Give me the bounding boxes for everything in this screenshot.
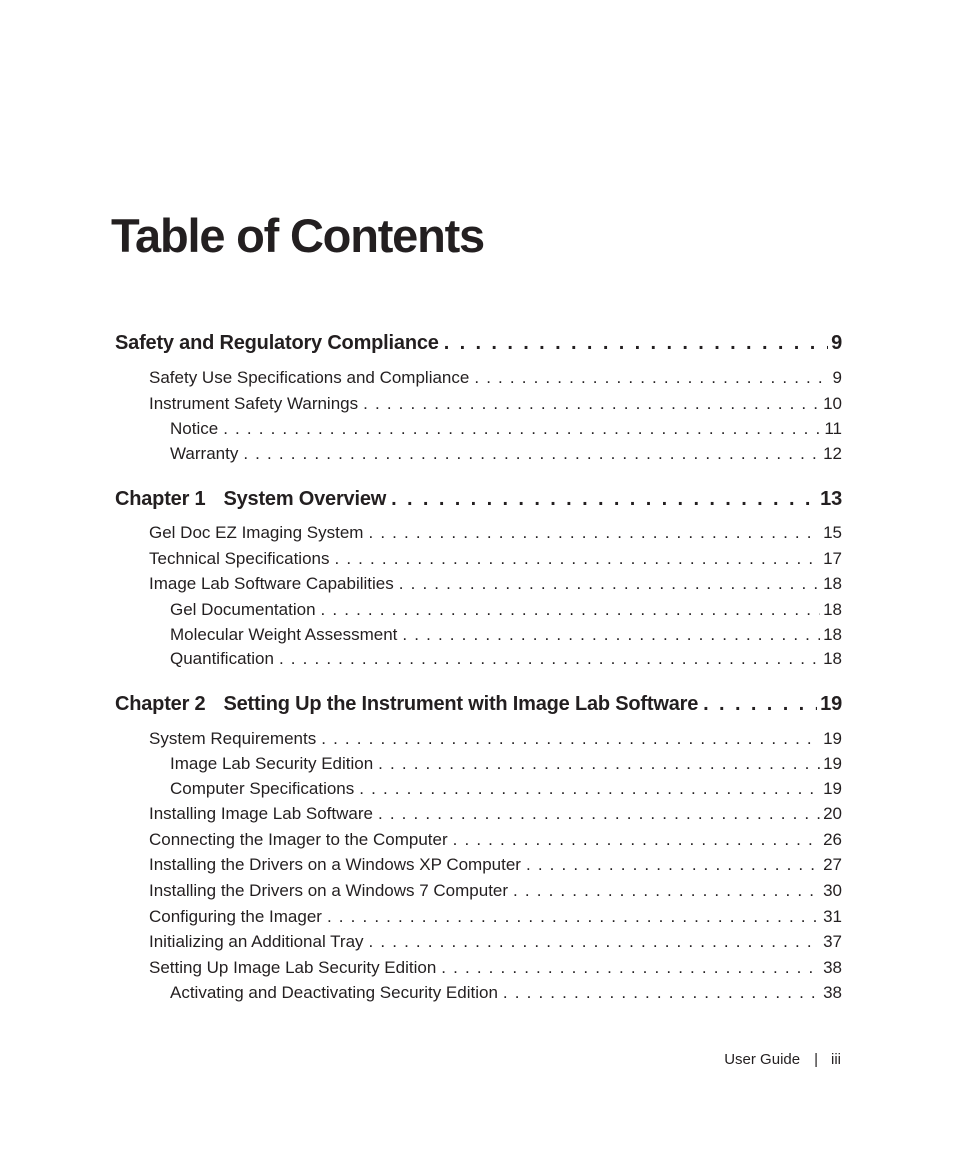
toc-entry[interactable] xyxy=(115,649,842,669)
toc-entry-title xyxy=(115,488,386,511)
toc-entry[interactable] xyxy=(115,855,842,875)
toc-entry-text: System Overview xyxy=(223,488,387,510)
dot-leader xyxy=(243,444,820,464)
toc-entry-title xyxy=(149,830,448,850)
dot-leader xyxy=(321,729,820,749)
toc-page-number: 11 xyxy=(824,419,842,438)
toc-entry-text: Instrument Safety Warnings xyxy=(149,394,359,413)
toc-entry[interactable] xyxy=(115,444,842,464)
toc-entry[interactable] xyxy=(115,932,842,952)
toc-entry-text: Setting Up Image Lab Security Edition xyxy=(149,958,437,977)
toc-entry-text: Connecting the Imager to the Computer xyxy=(149,830,448,849)
toc-page-number: 18 xyxy=(823,649,842,668)
toc-heading-entry[interactable] xyxy=(115,332,842,355)
toc-page-number: 31 xyxy=(823,907,842,926)
toc-entry[interactable] xyxy=(115,958,842,978)
toc-entry-title xyxy=(170,600,316,620)
toc-entry-text: Initializing an Additional Tray xyxy=(149,932,364,951)
toc-heading-entry[interactable] xyxy=(115,488,842,511)
toc-entry-title xyxy=(170,983,498,1003)
dot-leader xyxy=(453,830,820,850)
toc-entry-text: Configuring the Imager xyxy=(149,907,322,926)
toc-entry-text: System Requirements xyxy=(149,729,317,748)
toc-entry-title xyxy=(149,523,363,543)
dot-leader xyxy=(223,419,821,439)
toc-entry[interactable] xyxy=(115,983,842,1003)
dot-leader xyxy=(378,804,820,824)
dot-leader xyxy=(279,649,820,669)
toc-page-number: 18 xyxy=(823,574,842,593)
dot-leader xyxy=(526,855,820,875)
toc-entry[interactable] xyxy=(115,368,842,388)
toc-entry-title xyxy=(149,394,358,414)
dot-leader xyxy=(327,907,820,927)
toc-chapter-label: Chapter 1 xyxy=(115,488,206,510)
toc-entry[interactable] xyxy=(115,549,842,569)
toc-entry-text: Computer Specifications xyxy=(170,779,355,798)
toc-page-number: 19 xyxy=(823,779,842,798)
toc-entry-text: Gel Documentation xyxy=(170,600,316,619)
dot-leader xyxy=(363,394,820,414)
dot-leader xyxy=(441,958,820,978)
toc-page-number: 38 xyxy=(823,958,842,977)
toc-page-number: 19 xyxy=(823,754,842,773)
toc-entry-title xyxy=(149,958,436,978)
toc-entry-text: Safety Use Specifications and Compliance xyxy=(149,368,470,387)
dot-leader xyxy=(444,332,828,355)
toc-entry[interactable] xyxy=(115,804,842,824)
toc-entry[interactable] xyxy=(115,394,842,414)
toc-entry[interactable] xyxy=(115,574,842,594)
toc-page-number: 10 xyxy=(823,394,842,413)
dot-leader xyxy=(474,368,829,388)
toc-entry-title xyxy=(149,907,322,927)
footer-guide-label: User Guide xyxy=(724,1051,801,1068)
footer-page-number: iii xyxy=(831,1051,841,1068)
toc-entry-text: Warranty xyxy=(170,444,239,463)
toc-entry-text: Molecular Weight Assessment xyxy=(170,625,398,644)
dot-leader xyxy=(513,881,820,901)
toc-entry-title xyxy=(149,932,364,952)
dot-leader xyxy=(391,488,817,511)
toc-entry-text: Activating and Deactivating Security Edition xyxy=(170,983,498,1002)
footer-separator: | xyxy=(814,1051,818,1068)
toc-heading-entry[interactable] xyxy=(115,693,842,716)
page-footer xyxy=(724,1051,841,1068)
page-title: Table of Contents xyxy=(111,209,484,262)
dot-leader xyxy=(369,932,821,952)
dot-leader xyxy=(334,549,820,569)
toc-entry-title xyxy=(115,693,698,716)
toc-chapter-label: Chapter 2 xyxy=(115,693,206,715)
toc-entry-title xyxy=(149,368,469,388)
toc-page-number: 37 xyxy=(823,932,842,951)
toc-entry-title xyxy=(149,881,508,901)
toc-entry[interactable] xyxy=(115,625,842,645)
toc-entry[interactable] xyxy=(115,754,842,774)
toc-entry-text: Technical Specifications xyxy=(149,549,330,568)
toc-page-number: 13 xyxy=(820,488,842,510)
dot-leader xyxy=(368,523,820,543)
toc-page-number: 15 xyxy=(823,523,842,542)
toc-page-number: 9 xyxy=(832,368,842,387)
toc-entry-title xyxy=(115,332,439,355)
toc-page-number: 26 xyxy=(823,830,842,849)
toc-entry-text: Installing the Drivers on a Windows 7 Computer xyxy=(149,881,509,900)
toc-page-number: 38 xyxy=(823,983,842,1002)
toc-entry[interactable] xyxy=(115,881,842,901)
toc-entry-title xyxy=(149,549,329,569)
toc-entry-text: Gel Doc EZ Imaging System xyxy=(149,523,364,542)
toc-page-number: 18 xyxy=(823,600,842,619)
toc-entry-title xyxy=(149,574,394,594)
toc-page-number: 19 xyxy=(823,729,842,748)
dot-leader xyxy=(703,693,817,716)
dot-leader xyxy=(399,574,820,594)
toc-entry[interactable] xyxy=(115,907,842,927)
toc-entry-title xyxy=(149,729,316,749)
toc-entry-title xyxy=(170,444,238,464)
toc-entry-text: Image Lab Security Edition xyxy=(170,754,374,773)
dot-leader xyxy=(359,779,820,799)
dot-leader xyxy=(503,983,820,1003)
toc-entry[interactable] xyxy=(115,830,842,850)
toc-entry-title xyxy=(170,419,218,439)
toc-page-number: 9 xyxy=(831,332,842,354)
toc-page-number: 27 xyxy=(823,855,842,874)
toc-entry-text: Notice xyxy=(170,419,219,438)
dot-leader xyxy=(321,600,821,620)
toc-entry[interactable] xyxy=(115,779,842,799)
dot-leader xyxy=(378,754,820,774)
toc-entry-title xyxy=(170,625,397,645)
toc-entry[interactable] xyxy=(115,523,842,543)
toc-entry-text: Image Lab Software Capabilities xyxy=(149,574,394,593)
toc-entry-text: Installing the Drivers on a Windows XP Computer xyxy=(149,855,521,874)
toc-entry-text: Safety and Regulatory Compliance xyxy=(115,332,439,354)
toc-entry[interactable] xyxy=(115,729,842,749)
toc-page-number: 30 xyxy=(823,881,842,900)
toc-page-number: 19 xyxy=(820,693,842,715)
dot-leader xyxy=(402,625,820,645)
toc-entry-text: Installing Image Lab Software xyxy=(149,804,373,823)
toc-page-number: 12 xyxy=(823,444,842,463)
toc-page-number: 17 xyxy=(823,549,842,568)
toc-entry-text: Quantification xyxy=(170,649,274,668)
toc-entry[interactable] xyxy=(115,419,842,439)
toc-entry-title xyxy=(170,754,373,774)
toc-entry-title xyxy=(170,779,354,799)
toc-page-number: 20 xyxy=(823,804,842,823)
toc-entry-title xyxy=(149,855,521,875)
toc-entry-title xyxy=(170,649,274,669)
toc-entry-title xyxy=(149,804,373,824)
toc-page-number: 18 xyxy=(823,625,842,644)
toc-entry[interactable] xyxy=(115,600,842,620)
toc-entry-text: Setting Up the Instrument with Image Lab Software xyxy=(223,693,699,715)
